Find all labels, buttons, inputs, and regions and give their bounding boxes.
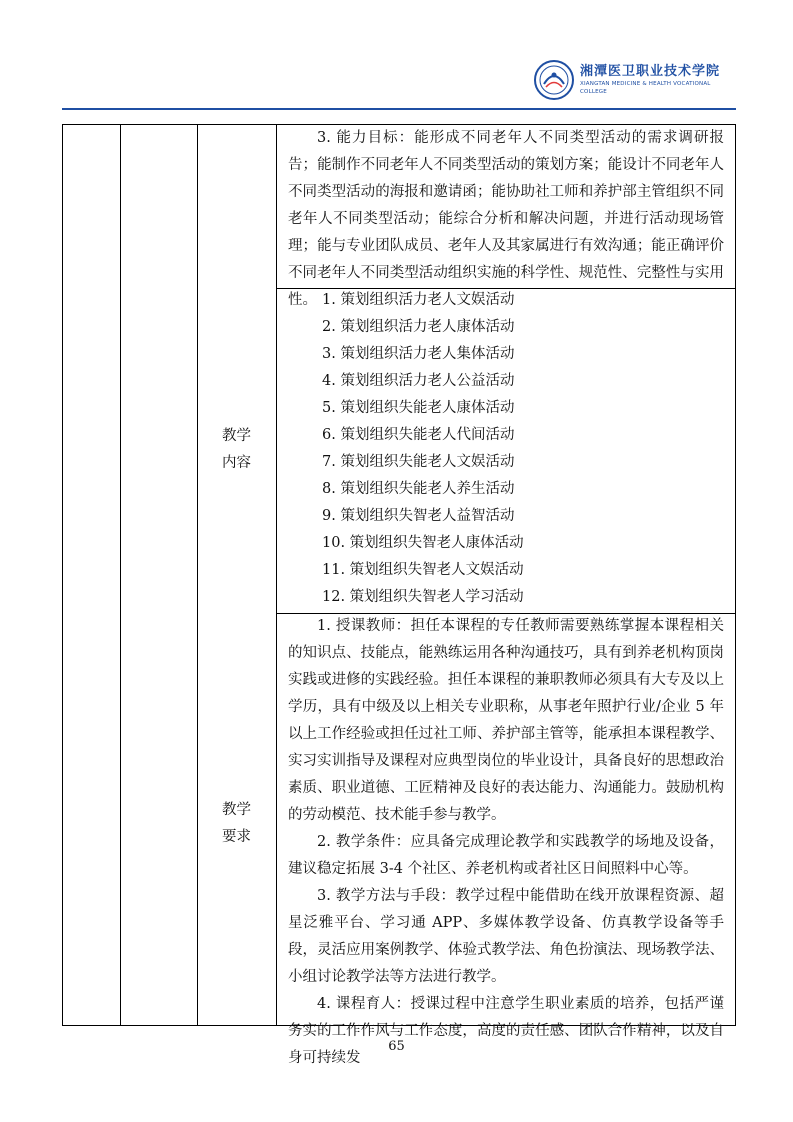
- school-logo: [534, 60, 736, 100]
- page-header: [62, 52, 736, 114]
- header-rule: [62, 108, 736, 110]
- table-column-divider: [120, 125, 121, 1025]
- requirement-paragraph: 1. 授课教师：担任本课程的专任教师需要熟练掌握本课程相关的知识点、技能点，能熟练运用各种沟通技巧，具有到养老机构顶岗实践或进修的实践经验。担任本课程的兼职教师必须具有大专及以上学历，具有中级及以上相关专业职称，从事老年照护行业/企业 5 年以上工作经验或担任过社工师、养护部主管等，能承担本课程教学、实习实训指导及课程对应典型岗位的毕业设计，具备良好的思想政治素质、职业道德、工匠精神及良好的表达能力、沟通能力。鼓励机构的劳动模范、技术能手参与教学。: [288, 618, 724, 823]
- teaching-content-label: 教学 内容: [222, 428, 251, 471]
- list-item: 2. 策划组织活力老人康体活动: [322, 319, 515, 335]
- list-item: 7. 策划组织失能老人文娱活动: [322, 454, 515, 470]
- list-item: 10. 策划组织失智老人康体活动: [322, 535, 524, 551]
- table-column-divider: [197, 125, 198, 1025]
- list-item: 8. 策划组织失能老人养生活动: [322, 481, 515, 497]
- requirement-paragraph: 4. 课程育人：授课过程中注意学生职业素质的培养，包括严谨务实的工作作风与工作态度，高度的责任感、团队合作精神，以及自身可持续发: [288, 996, 724, 1066]
- page-number: 65: [388, 1039, 405, 1054]
- requirement-paragraph: 3. 教学方法与手段：教学过程中能借助在线开放课程资源、超星泛雅平台、学习通 APP、多媒体教学设备、仿真教学设备等手段，灵活应用案例教学、体验式教学法、角色扮演法、现场教学法、小组讨论教学法等方法进行教学。: [288, 888, 724, 985]
- teaching-requirements-cell: [288, 613, 724, 1072]
- list-item: 11. 策划组织失智老人文娱活动: [322, 562, 524, 578]
- list-item: 3. 策划组织活力老人集体活动: [322, 346, 515, 362]
- list-item: 6. 策划组织失能老人代间活动: [322, 427, 515, 443]
- list-item: 5. 策划组织失能老人康体活动: [322, 400, 515, 416]
- list-item: 9. 策划组织失智老人益智活动: [322, 508, 515, 524]
- objectives-cell: [288, 125, 724, 314]
- requirement-paragraph: 2. 教学条件：应具备完成理论教学和实践教学的场地及设备，建议稳定拓展 3-4 个社区、养老机构或者社区日间照料中心等。: [288, 834, 724, 877]
- school-seal-icon: [534, 60, 574, 100]
- teaching-content-cell: [288, 287, 724, 611]
- list-item: 4. 策划组织活力老人公益活动: [322, 373, 515, 389]
- school-name: 湘潭医卫职业技术学院: [580, 64, 721, 79]
- table-column-divider: [276, 125, 277, 1025]
- list-item: 1. 策划组织活力老人文娱活动: [322, 292, 515, 308]
- list-item: 12. 策划组织失智老人学习活动: [322, 589, 524, 605]
- teaching-requirements-label: 教学 要求: [222, 802, 251, 845]
- school-name-en: XIANGTAN MEDICINE & HEALTH VOCATIONAL COLLEGE: [580, 81, 711, 95]
- ability-objective-text: 3. 能力目标：能形成不同老年人不同类型活动的需求调研报告；能制作不同老年人不同类型活动的策划方案；能设计不同老年人不同类型活动的海报和邀请函；能协助社工师和养护部主管组织不同老年人不同类型活动；能综合分析和解决问题，并进行活动现场管理；能与专业团队成员、老年人及其家属进行有效沟通；能正确评价不同老年人不同类型活动组织实施的科学性、规范性、完整性与实用性。: [288, 130, 724, 308]
